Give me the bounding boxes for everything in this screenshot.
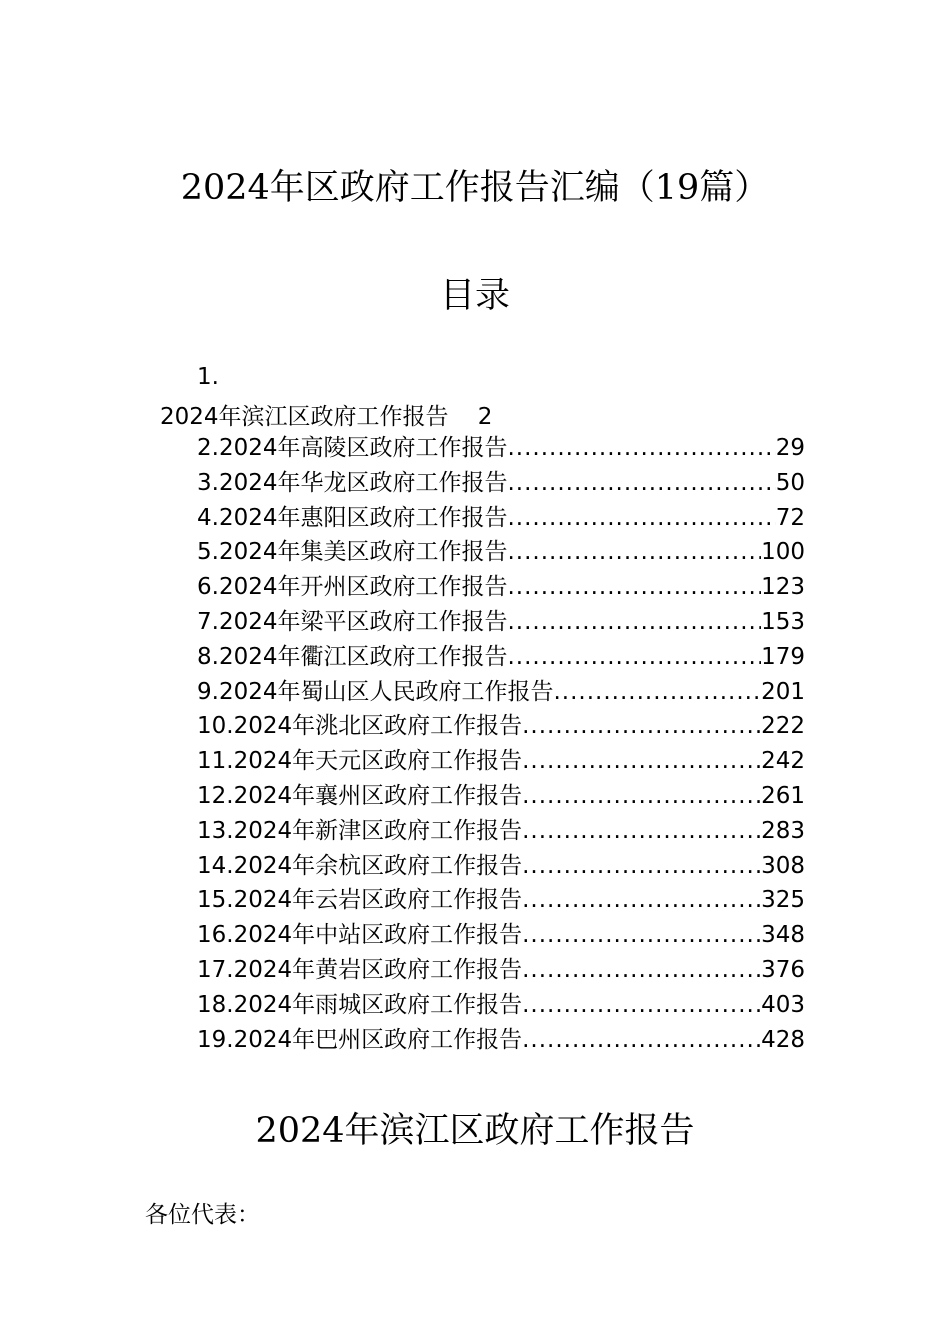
toc-dot-leader: [522, 779, 761, 814]
toc-item[interactable]: [197, 953, 805, 988]
toc-dot-leader: [553, 675, 761, 710]
toc-dot-leader: [522, 1023, 761, 1058]
toc-item-label: 5.2024年集美区政府工作报告: [197, 539, 508, 566]
toc-dot-leader: [522, 849, 761, 884]
salutation: 各位代表：: [145, 1202, 260, 1228]
toc-item-label: 16.2024年中站区政府工作报告: [197, 922, 523, 949]
toc-dot-leader: [522, 814, 761, 849]
toc-item-label: 10.2024年洮北区政府工作报告: [197, 713, 523, 740]
toc-item-label: 18.2024年雨城区政府工作报告: [197, 991, 523, 1018]
toc-item-page: 72: [775, 504, 805, 531]
toc-dot-leader: [507, 501, 775, 536]
toc-dot-leader: [507, 466, 775, 501]
toc-item-label: 14.2024年余杭区政府工作报告: [197, 852, 523, 879]
toc-dot-leader: [522, 918, 761, 953]
toc-dot-leader: [522, 953, 761, 988]
toc-item-page: 179: [761, 643, 805, 670]
toc-item-page: 308: [761, 852, 805, 879]
toc-item-label: 4.2024年惠阳区政府工作报告: [197, 504, 508, 531]
toc-item-page: 50: [775, 469, 805, 496]
toc-item[interactable]: [197, 535, 805, 570]
toc-item-label: 3.2024年华龙区政府工作报告: [197, 469, 508, 496]
toc-item-label: 12.2024年襄州区政府工作报告: [197, 782, 523, 809]
toc-item-label: 8.2024年衢江区政府工作报告: [197, 643, 508, 670]
toc-dot-leader: [522, 709, 761, 744]
toc-item-label: 6.2024年开州区政府工作报告: [197, 574, 508, 601]
toc-item[interactable]: [197, 605, 805, 640]
toc-list: [197, 431, 805, 1057]
toc-item-label: 15.2024年云岩区政府工作报告: [197, 887, 523, 914]
toc-item-label: 19.2024年巴州区政府工作报告: [197, 1026, 523, 1053]
toc-dot-leader: [507, 605, 761, 640]
toc-item[interactable]: [197, 918, 805, 953]
toc-item[interactable]: [197, 1023, 805, 1058]
toc-item-label: 17.2024年黄岩区政府工作报告: [197, 956, 523, 983]
toc-item-page: 2: [477, 404, 493, 430]
toc-item[interactable]: [197, 570, 805, 605]
toc-dot-leader: [507, 640, 761, 675]
toc-dot-leader: [522, 988, 761, 1023]
toc-item-label: 2024年滨江区政府工作报告: [160, 404, 449, 430]
toc-item-label: 2.2024年高陵区政府工作报告: [197, 435, 508, 461]
toc-item[interactable]: [197, 709, 805, 744]
toc-dot-leader: [507, 431, 775, 466]
toc-item-page: 29: [775, 435, 805, 461]
toc-item-page: 222: [761, 713, 805, 740]
toc-dot-leader: [507, 535, 761, 570]
toc-item-page: 283: [761, 817, 805, 844]
toc-dot-leader: [522, 883, 761, 918]
section-title: 2024年滨江区政府工作报告: [255, 1111, 695, 1151]
toc-item[interactable]: [197, 675, 805, 710]
toc-item[interactable]: [197, 814, 805, 849]
toc-item[interactable]: [197, 744, 805, 779]
toc-item-page: 100: [761, 539, 805, 566]
toc-item-page: 261: [761, 782, 805, 809]
toc-item-number: 1.: [197, 364, 219, 390]
toc-item-page: 153: [761, 608, 805, 635]
toc-item[interactable]: [197, 883, 805, 918]
toc-item-page: 348: [761, 922, 805, 949]
toc-item-first[interactable]: [160, 398, 492, 431]
toc-item-page: 123: [761, 574, 805, 601]
toc-item-label: 9.2024年蜀山区人民政府工作报告: [197, 678, 554, 705]
toc-heading: 目录: [439, 276, 510, 316]
toc-item[interactable]: [197, 849, 805, 884]
toc-item-page: 201: [761, 678, 805, 705]
toc-item-label: 11.2024年天元区政府工作报告: [197, 748, 523, 775]
toc-item-page: 325: [761, 887, 805, 914]
toc-item-label: 13.2024年新津区政府工作报告: [197, 817, 523, 844]
toc-item[interactable]: [197, 431, 805, 466]
toc-dot-leader: [507, 570, 761, 605]
toc-item-page: 376: [761, 956, 805, 983]
toc-item[interactable]: [197, 779, 805, 814]
toc-item[interactable]: [197, 501, 805, 536]
toc-item[interactable]: [197, 988, 805, 1023]
toc-item-page: 428: [761, 1026, 805, 1053]
toc-item[interactable]: [197, 466, 805, 501]
toc-item-page: 242: [761, 748, 805, 775]
toc-item[interactable]: [197, 640, 805, 675]
toc-item-label: 7.2024年梁平区政府工作报告: [197, 608, 508, 635]
document-title: 2024年区政府工作报告汇编（19篇）: [180, 168, 770, 208]
toc-item-page: 403: [761, 991, 805, 1018]
toc-dot-leader: [522, 744, 761, 779]
